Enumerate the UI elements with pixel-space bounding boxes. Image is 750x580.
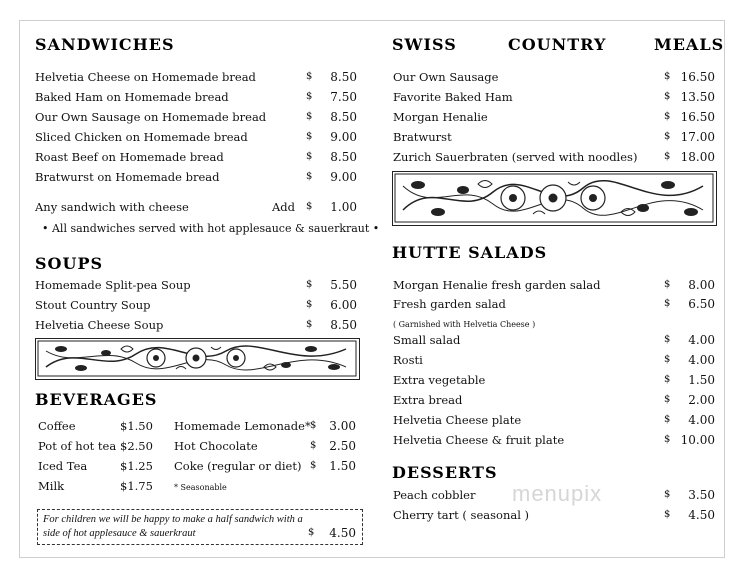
salad-item-price: 4.00 <box>688 333 715 347</box>
salad-item-dollar: $ <box>664 279 671 290</box>
beverage-item-price: $2.50 <box>120 439 153 453</box>
beverage-item-dollar: $ <box>310 460 317 471</box>
salad-item-price: 1.50 <box>688 373 715 387</box>
meal-item-dollar: $ <box>664 111 671 122</box>
soup-item-price: 8.50 <box>330 318 357 332</box>
salad-item-dollar: $ <box>664 334 671 345</box>
salad-item-dollar: $ <box>664 374 671 385</box>
seasonable-note: * Seasonable <box>174 483 227 492</box>
beverage-item-price: $1.25 <box>120 459 153 473</box>
kids-offer-dollar: $ <box>308 527 315 538</box>
sandwich-item-dollar: $ <box>306 71 313 82</box>
salad-item-price: 4.00 <box>688 353 715 367</box>
menupix-watermark: menupix <box>512 481 603 506</box>
salad-item-dollar: $ <box>664 394 671 405</box>
meal-item-dollar: $ <box>664 91 671 102</box>
meals-heading-word: MEALS <box>654 35 725 54</box>
dessert-item-price: 3.50 <box>688 488 715 502</box>
dessert-item-name: Cherry tart ( seasonal ) <box>393 508 530 522</box>
beverage-item-price: $1.75 <box>120 479 153 493</box>
beverage-item-name: Milk <box>38 479 65 493</box>
dessert-item-dollar: $ <box>664 509 671 520</box>
salad-item-price: 4.00 <box>688 413 715 427</box>
sandwich-item-price: 8.50 <box>330 70 357 84</box>
meal-item-price: 13.50 <box>680 90 715 104</box>
beverage-item-name: Iced Tea <box>38 459 88 473</box>
salad-item-dollar: $ <box>664 354 671 365</box>
floral-ornament-left <box>35 338 360 380</box>
beverage-item-dollar: $ <box>310 420 317 431</box>
meal-item-name: Favorite Baked Ham <box>393 90 513 104</box>
sandwiches-note: • All sandwiches served with hot applesauce & sauerkraut • <box>42 222 380 235</box>
salad-item-dollar: $ <box>664 434 671 445</box>
meal-item-dollar: $ <box>664 71 671 82</box>
meal-item-name: Our Own Sausage <box>393 70 499 84</box>
dessert-item-name: Peach cobbler <box>393 488 476 502</box>
sandwich-item-price: 9.00 <box>330 130 357 144</box>
sandwich-item-dollar: $ <box>306 131 313 142</box>
soup-item-name: Helvetia Cheese Soup <box>35 318 164 332</box>
garnish-note: ( Garnished with Helvetia Cheese ) <box>393 320 536 329</box>
sandwich-item-dollar: $ <box>306 151 313 162</box>
salad-item-price: 8.00 <box>688 278 715 292</box>
salad-item-price: 6.50 <box>688 297 715 311</box>
cheese-addon-add: Add <box>272 200 296 214</box>
soup-item-dollar: $ <box>306 319 313 330</box>
salad-item-name: Small salad <box>393 333 461 347</box>
meals-heading-word: COUNTRY <box>508 35 607 54</box>
beverage-item-name: Coffee <box>38 419 76 433</box>
salads-heading: HUTTE SALADS <box>392 243 548 262</box>
beverage-item-price: 1.50 <box>329 459 356 473</box>
salad-item-name: Rosti <box>393 353 423 367</box>
kids-offer-price: 4.50 <box>329 526 356 540</box>
meal-item-price: 17.00 <box>680 130 715 144</box>
sandwich-item-name: Baked Ham on Homemade bread <box>35 90 229 104</box>
soup-item-price: 6.00 <box>330 298 357 312</box>
sandwich-item-price: 7.50 <box>330 90 357 104</box>
meal-item-name: Bratwurst <box>393 130 452 144</box>
meal-item-dollar: $ <box>664 131 671 142</box>
sandwich-item-dollar: $ <box>306 91 313 102</box>
beverage-item-name: Hot Chocolate <box>174 439 258 453</box>
salad-item-price: 10.00 <box>680 433 715 447</box>
sandwich-item-price: 9.00 <box>330 170 357 184</box>
salad-item-name: Helvetia Cheese plate <box>393 413 522 427</box>
meal-item-price: 16.50 <box>680 110 715 124</box>
beverage-item-price: 2.50 <box>329 439 356 453</box>
salad-item-name: Extra bread <box>393 393 463 407</box>
salad-item-name: Helvetia Cheese & fruit plate <box>393 433 565 447</box>
kids-offer-text: For children we will be happy to make a half sandwich with a side of hot applesauce & sauerkraut <box>43 514 303 539</box>
meal-item-name: Morgan Henalie <box>393 110 488 124</box>
sandwich-item-price: 8.50 <box>330 110 357 124</box>
cheese-addon-dollar: $ <box>306 201 313 212</box>
soup-item-name: Stout Country Soup <box>35 298 151 312</box>
sandwich-item-name: Bratwurst on Homemade bread <box>35 170 220 184</box>
sandwich-item-dollar: $ <box>306 111 313 122</box>
meals-heading-word: SWISS <box>392 35 457 54</box>
salad-item-dollar: $ <box>664 414 671 425</box>
beverage-item-name: Pot of hot tea <box>38 439 117 453</box>
soup-item-dollar: $ <box>306 279 313 290</box>
sandwich-item-name: Our Own Sausage on Homemade bread <box>35 110 267 124</box>
beverages-heading: BEVERAGES <box>35 390 158 409</box>
meal-item-price: 16.50 <box>680 70 715 84</box>
dessert-item-dollar: $ <box>664 489 671 500</box>
sandwich-item-name: Roast Beef on Homemade bread <box>35 150 224 164</box>
salad-item-name: Fresh garden salad <box>393 297 506 311</box>
floral-ornament-right <box>392 171 717 226</box>
salad-item-dollar: $ <box>664 298 671 309</box>
salad-item-price: 2.00 <box>688 393 715 407</box>
desserts-heading: DESSERTS <box>392 463 498 482</box>
sandwich-item-dollar: $ <box>306 171 313 182</box>
floral-pattern-icon <box>36 339 358 378</box>
soup-item-dollar: $ <box>306 299 313 310</box>
sandwich-item-name: Helvetia Cheese on Homemade bread <box>35 70 256 84</box>
sandwich-item-price: 8.50 <box>330 150 357 164</box>
salad-item-name: Extra vegetable <box>393 373 486 387</box>
beverage-item-price: 3.00 <box>329 419 356 433</box>
soups-heading: SOUPS <box>35 254 104 273</box>
beverage-item-name: Homemade Lemonade* <box>174 419 311 433</box>
soup-item-price: 5.50 <box>330 278 357 292</box>
soup-item-name: Homemade Split-pea Soup <box>35 278 191 292</box>
beverage-item-name: Coke (regular or diet) <box>174 459 302 473</box>
floral-pattern-icon <box>393 172 715 224</box>
dessert-item-price: 4.50 <box>688 508 715 522</box>
cheese-addon-label: Any sandwich with cheese <box>35 200 189 214</box>
sandwiches-heading: SANDWICHES <box>35 35 175 54</box>
beverage-item-price: $1.50 <box>120 419 153 433</box>
beverage-item-dollar: $ <box>310 440 317 451</box>
meal-item-dollar: $ <box>664 151 671 162</box>
meal-item-price: 18.00 <box>680 150 715 164</box>
sandwich-item-name: Sliced Chicken on Homemade bread <box>35 130 248 144</box>
meal-item-name: Zurich Sauerbraten (served with noodles) <box>393 150 638 164</box>
cheese-addon-price: 1.00 <box>330 200 357 214</box>
salad-item-name: Morgan Henalie fresh garden salad <box>393 278 601 292</box>
